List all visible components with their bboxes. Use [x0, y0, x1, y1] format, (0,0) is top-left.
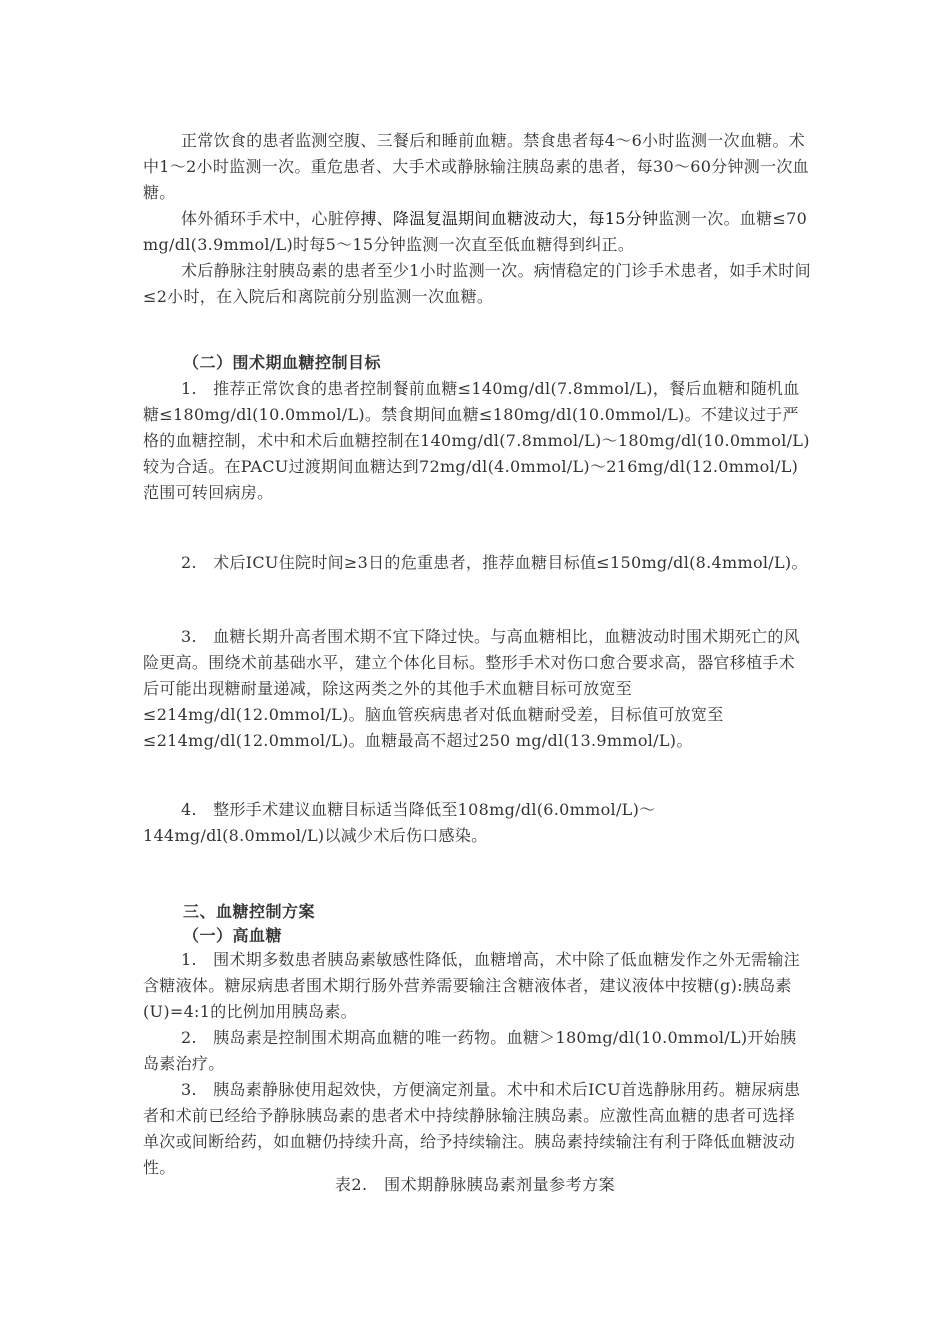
- plan-subheading-hyperglycemia: （一）高血糖: [183, 926, 283, 945]
- target-item-3-block: [143, 624, 811, 754]
- target-item-4-block: [143, 797, 811, 849]
- plan-item-1: 1. 围术期多数患者胰岛素敏感性降低，血糖增高，术中除了低血糖发作之外无需输注含糖液体。糖尿病患者围术期行肠外营养需要输注含糖液体者，建议液体中按糖(g):胰岛素(U)=4:1的比例加用胰岛素。: [143, 950, 800, 1021]
- target-item-4: 4. 整形手术建议血糖目标适当降低至108mg/dl(6.0mmol/L)～144mg/dl(8.0mmol/L)以减少术后伤口感染。: [143, 800, 656, 845]
- target-item-3: 3. 血糖长期升高者围术期不宜下降过快。与高血糖相比，血糖波动时围术期死亡的风险更高。围绕术前基础水平，建立个体化目标。整形手术对伤口愈合要求高，器官移植手术后可能出现糖耐量递减，除这两类之外的其他手术血糖目标可放宽至≤214mg/dl(12.0mmol/L)。脑血管疾病患者对低血糖耐受差，目标值可放宽至≤214mg/dl(12.0mmol/L)。血糖最高不超过250 mg/dl(13.9mmol/L)。: [143, 627, 800, 750]
- plan-items: [143, 947, 811, 1181]
- monitoring-paragraph-1: 正常饮食的患者监测空腹、三餐后和睡前血糖。禁食患者每4～6小时监测一次血糖。术中1～2小时监测一次。重危患者、大手术或静脉输注胰岛素的患者，每30～60分钟测一次血糖。: [143, 131, 809, 202]
- monitoring-paragraph-3: 术后静脉注射胰岛素的患者至少1小时监测一次。病情稳定的门诊手术患者，如手术时间≤2小时，在入院后和离院前分别监测一次血糖。: [143, 261, 811, 306]
- plan-section-heading: 三、血糖控制方案: [183, 902, 316, 921]
- monitoring-paragraph-2-part-c: 监测一次。血糖≤70 mg/dl(3.9mmol/L)时每5～15分钟监测一次直至低血糖得到纠正。: [143, 209, 808, 254]
- monitoring-section: [143, 128, 811, 310]
- monitoring-paragraph-2-part-a: 体外循环手术中，心脏停: [181, 209, 361, 228]
- target-item-1-block: [143, 376, 811, 506]
- table-caption: 表2. 围术期静脉胰岛素剂量参考方案: [334, 1175, 616, 1194]
- monitoring-paragraph-2-part-b: 搏、降温复温期间血糖波动大，每15分钟: [360, 209, 659, 228]
- target-section-heading: （二）围术期血糖控制目标: [183, 353, 382, 372]
- target-item-2: 2. 术后ICU住院时间≥3日的危重患者，推荐血糖目标值≤150mg/dl(8.4mmol/L)。: [181, 553, 808, 572]
- target-item-2-block: [143, 550, 811, 576]
- target-item-1: 1. 推荐正常饮食的患者控制餐前血糖≤140mg/dl(7.8mmol/L)，餐后血糖和随机血糖≤180mg/dl(10.0mmol/L)。禁食期间血糖≤180mg/dl(10.0mmol/L)。不建议过于严格的血糖控制，术中和术后血糖控制在140mg/dl(7.8mmol/L)～180mg/dl(10.0mmol/L)较为合适。在PACU过渡期间血糖达到72mg/dl(4.0mmol/L)～216mg/dl(12.0mmol/L)范围可转回病房。: [143, 379, 810, 502]
- plan-item-2: 2. 胰岛素是控制围术期高血糖的唯一药物。血糖＞180mg/dl(10.0mmol/L)开始胰岛素治疗。: [143, 1028, 797, 1073]
- monitoring-paragraph-2: [143, 206, 811, 258]
- plan-item-3: 3. 胰岛素静脉使用起效快，方便滴定剂量。术中和术后ICU首选静脉用药。糖尿病患者和术前已经给予静脉胰岛素的患者术中持续静脉输注胰岛素。应激性高血糖的患者可选择单次或间断给药，如血糖仍持续升高，给予持续输注。胰岛素持续输注有利于降低血糖波动性。: [143, 1080, 801, 1177]
